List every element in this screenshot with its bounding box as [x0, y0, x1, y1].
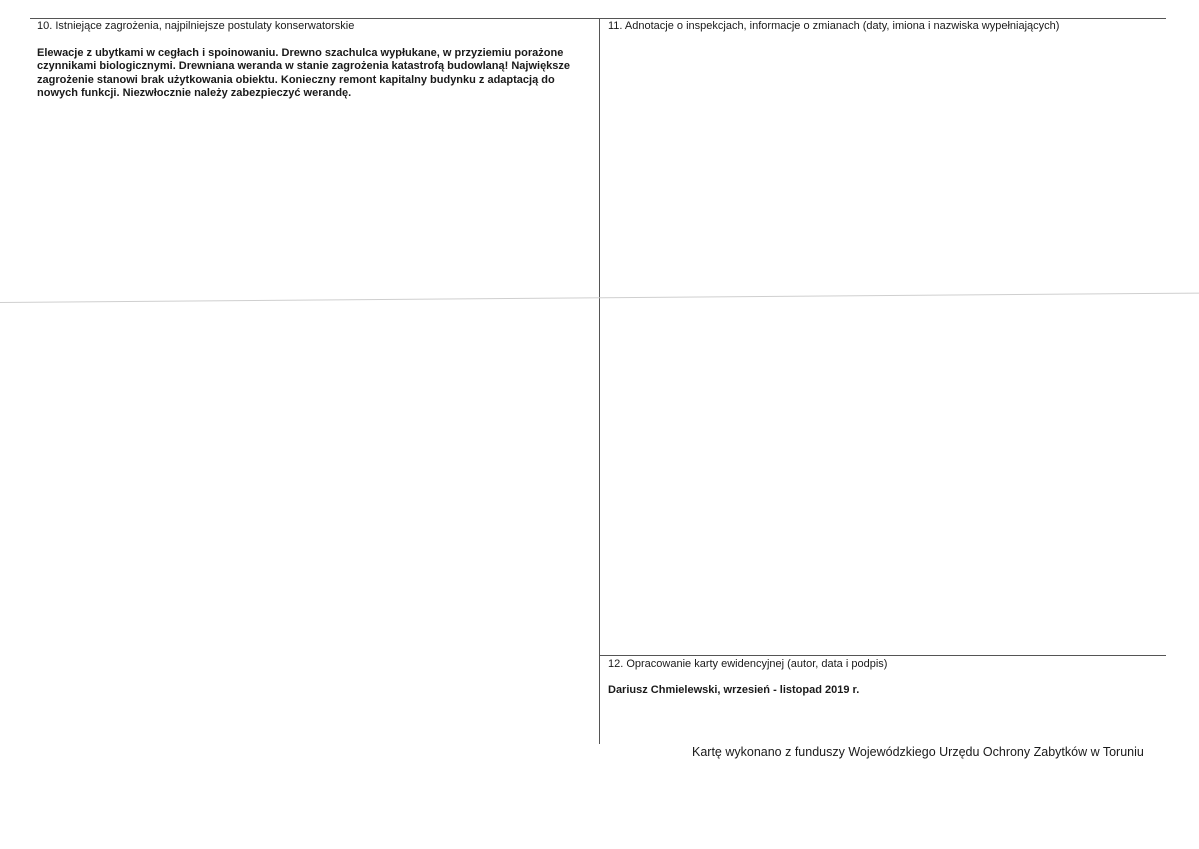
section-10-label: 10. Istniejące zagrożenia, najpilniejsze postulaty konserwatorskie: [37, 20, 355, 32]
section-11-label: 11. Adnotacje o inspekcjach, informacje o zmianach (daty, imiona i nazwiska wypełniających): [608, 20, 1060, 32]
section-12-author: Dariusz Chmielewski, wrzesień - listopad 2019 r.: [608, 684, 860, 696]
section-12-label: 12. Opracowanie karty ewidencyjnej (autor, data i podpis): [608, 658, 888, 670]
section-10-text: Elewacje z ubytkami w cegłach i spoinowaniu. Drewno szachulca wypłukane, w przyziemiu porażone czynnikami biologicznymi. Drewniana weranda w stanie zagrożenia katastrofą budowlaną! Największe zagrożenie stanowi brak użytkowania obiektu. Konieczny remont kapitalny budynku z adaptacją do nowych funkcji. Niezwłocznie należy zabezpieczyć werandę.: [37, 47, 571, 100]
section-12-top-border: [600, 655, 1166, 656]
column-divider: [599, 18, 600, 744]
funding-footer: Kartę wykonano z funduszy Wojewódzkiego Urzędu Ochrony Zabytków w Toruniu: [692, 745, 1144, 759]
top-border-line: [30, 18, 1166, 19]
